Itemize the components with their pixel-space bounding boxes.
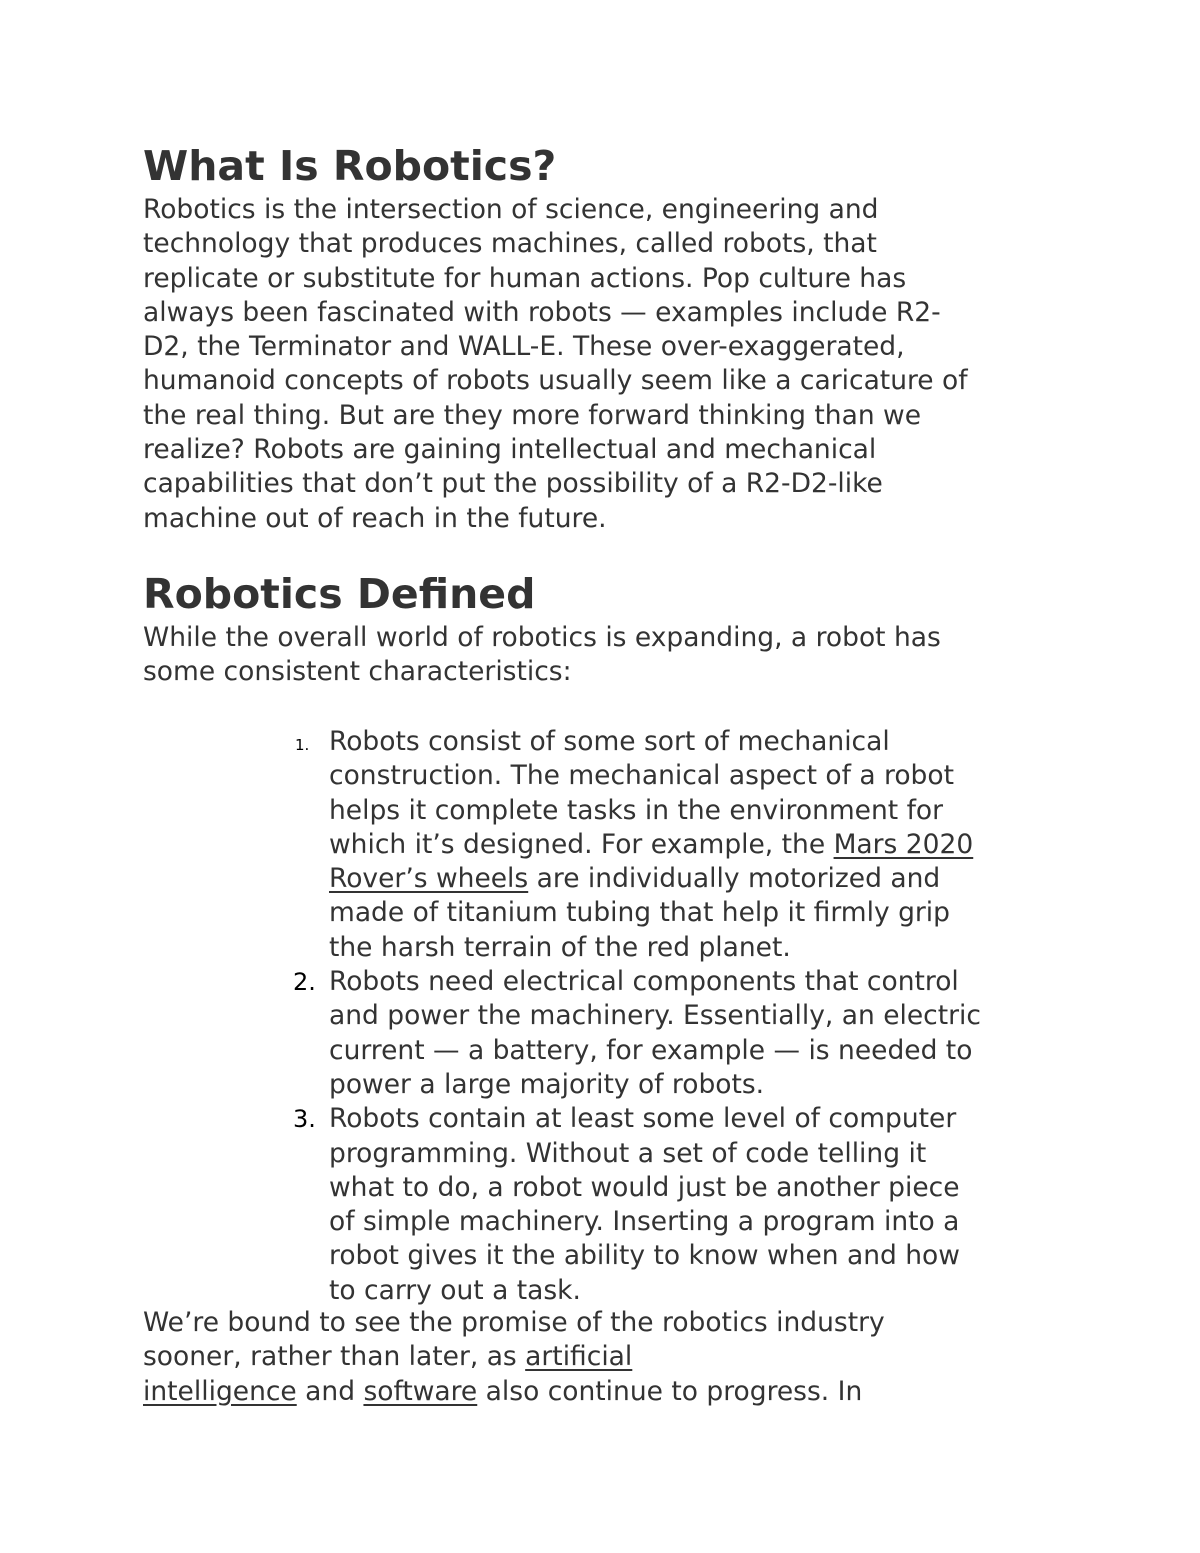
- text-line: the real thing. But are they more forward thinking than we: [143, 399, 922, 431]
- artificial-intelligence-link[interactable]: artificial: [525, 1341, 633, 1373]
- artificial-intelligence-link-continued[interactable]: intelligence: [143, 1375, 297, 1407]
- text-fragment: sooner, rather than later, as: [143, 1341, 526, 1373]
- list-item: [295, 725, 1064, 965]
- closing-paragraph: [143, 1306, 1043, 1409]
- text-fragment: also continue to progress. In: [477, 1375, 863, 1407]
- list-item: [293, 965, 1064, 1102]
- text-line: humanoid concepts of robots usually seem like a caricature of: [143, 365, 968, 397]
- text-fragment: and: [296, 1375, 364, 1407]
- text-line: technology that produces machines, called robots, that: [143, 228, 877, 260]
- text-line: and power the machinery. Essentially, an electric: [329, 1000, 981, 1032]
- text-line: of simple machinery. Inserting a program into a: [329, 1206, 960, 1238]
- text-line: Robots consist of some sort of mechanical: [329, 726, 890, 757]
- text-line: made of titanium tubing that help it firmly grip: [329, 897, 950, 929]
- intro-paragraph: [143, 193, 1063, 536]
- text-fragment: are individually motorized and: [528, 863, 941, 895]
- text-line: capabilities that don’t put the possibility of a R2-D2-like: [143, 468, 883, 500]
- text-line: realize? Robots are gaining intellectual and mechanical: [143, 434, 877, 466]
- characteristics-list: [293, 725, 1064, 1308]
- text-line: what to do, a robot would just be another piece: [329, 1171, 960, 1203]
- text-line: the harsh terrain of the red planet.: [329, 931, 791, 963]
- text-line: [329, 862, 1064, 896]
- text-line: robot gives it the ability to know when and how: [329, 1240, 960, 1272]
- mars-rover-wheels-link[interactable]: Mars 2020: [833, 828, 974, 860]
- text-line: machine out of reach in the future.: [143, 502, 607, 534]
- text-line: construction. The mechanical aspect of a robot: [329, 760, 954, 792]
- list-number: 3.: [293, 1105, 316, 1134]
- text-line: [143, 1340, 1043, 1374]
- text-fragment: which it’s designed. For example, the: [329, 828, 834, 860]
- list-item: [293, 1102, 1064, 1308]
- text-line: replicate or substitute for human actions. Pop culture has: [143, 262, 907, 294]
- text-line: programming. Without a set of code telling it: [329, 1137, 927, 1169]
- text-line: While the overall world of robotics is expanding, a robot has: [143, 622, 941, 653]
- text-line: to carry out a task.: [329, 1274, 581, 1306]
- text-line: current — a battery, for example — is needed to: [329, 1034, 973, 1066]
- text-line: some consistent characteristics:: [143, 656, 572, 688]
- text-line: helps it complete tasks in the environment for: [329, 794, 944, 826]
- text-line: [329, 828, 1064, 862]
- mars-rover-wheels-link-continued[interactable]: Rover’s wheels: [329, 863, 529, 895]
- section-title-what-is-robotics: What Is Robotics?: [143, 142, 557, 190]
- text-line: [143, 1375, 1043, 1409]
- text-line: D2, the Terminator and WALL-E. These over-exaggerated,: [143, 331, 905, 363]
- text-line: Robotics is the intersection of science, engineering and: [143, 194, 879, 225]
- list-number: 1.: [295, 736, 310, 754]
- section-title-robotics-defined: Robotics Defined: [143, 570, 536, 618]
- text-line: Robots need electrical components that control: [329, 966, 959, 998]
- text-line: always been fascinated with robots — examples include R2-: [143, 296, 941, 328]
- text-line: power a large majority of robots.: [329, 1068, 765, 1100]
- definition-intro-paragraph: [143, 621, 1043, 690]
- software-link[interactable]: software: [363, 1375, 478, 1407]
- list-number: 2.: [293, 968, 316, 997]
- text-line: Robots contain at least some level of computer: [329, 1103, 957, 1135]
- text-line: We’re bound to see the promise of the robotics industry: [143, 1307, 885, 1338]
